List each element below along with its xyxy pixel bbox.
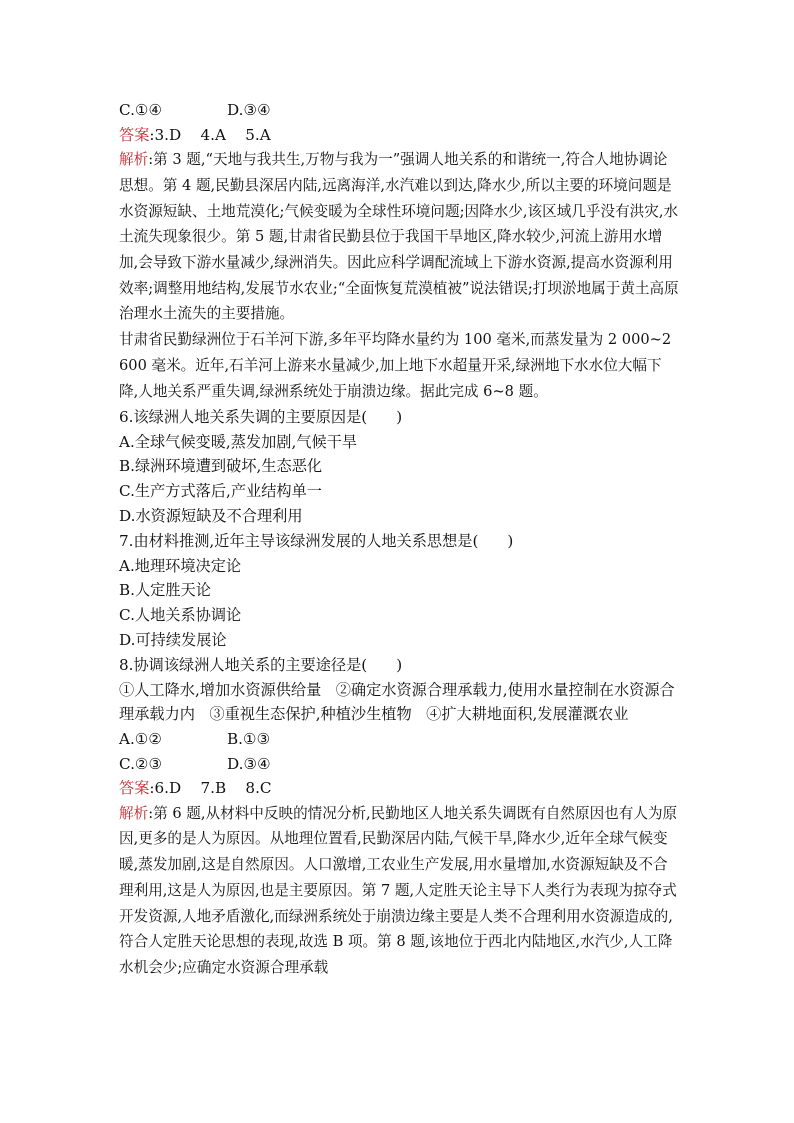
question-7 xyxy=(119,529,679,652)
material-paragraph: 甘肃省民勤绿洲位于石羊河下游,多年平均降水量约为 100 毫米,而蒸发量为 2 000~2 600 毫米。近年,石羊河上游来水量减少,加上地下水超量开采,绿洲地下水水位大幅下降,人地关系严重失调,绿洲系统处于崩溃边缘。据此完成 6~8 题。 xyxy=(119,331,672,400)
option-b: B.①③ xyxy=(227,729,271,748)
explanation-6-8 xyxy=(119,801,679,981)
option-b: B.绿洲环境遭到破坏,生态恶化 xyxy=(119,457,323,476)
options-row-cd xyxy=(119,752,679,777)
explanation-label: 解析 xyxy=(119,151,149,169)
answer-line-3-5 xyxy=(119,123,679,148)
option-a: A.①② xyxy=(119,729,163,748)
option-c: C.②③ xyxy=(119,754,163,773)
answer-text: :6.D 7.B 8.C xyxy=(149,779,272,798)
question-stem: 6.该绿洲人地关系失调的主要原因是( ) xyxy=(119,408,403,427)
option-c: C.生产方式落后,产业结构单一 xyxy=(119,482,322,500)
question-6 xyxy=(119,405,679,528)
answer-label: 答案 xyxy=(119,125,150,144)
answer-line-6-8 xyxy=(119,776,679,801)
option-c: C.①④ xyxy=(119,101,163,119)
question-stem: 7.由材料推测,近年主导该绿洲发展的人地关系思想是( ) xyxy=(119,532,514,551)
explanation-text: :第 3 题,“天地与我共生,万物与我为一”强调人地关系的和谐统一,符合人地协调论思想。第 4 题,民勤县深居内陆,远离海洋,水汽难以到达,降水少,所以主要的环境问题是水资源短缺、土地荒漠化;气候变暖为全球性环境问题;因降水少,该区域几乎没有洪灾,水土流失现象很少。第 5 题,甘肃省民勤县位于我国干旱地区,降水较少,河流上游用水增加,会导致下游水量减少,绿洲消失。因此应科学调配流域上下游水资源,提高水资源利用效率;调整用地结构,发展节水农业;“全面恢复荒漠植被”说法错误;打坝淤地属于黄土高原治理水土流失的主要措施。 xyxy=(119,151,679,323)
options-row-cd xyxy=(119,98,679,123)
explanation-text: :第 6 题,从材料中反映的情况分析,民勤地区人地关系失调既有自然原因也有人为原因,更多的是人为原因。从地理位置看,民勤深居内陆,气候干旱,降水少,近年全球气候变暖,蒸发加剧,这是自然原因。人口激增,工农业生产发展,用水量增加,水资源短缺及不合理利用,这是人为原因,也是主要原因。第 7 题,人定胜天论主导下人类行为表现为掠夺式开发资源,人地矛盾激化,而绿洲系统处于崩溃边缘主要是人类不合理利用水资源造成的,符合人定胜天论思想的表现,故选 B 项。第 8 题,该地位于西北内陆地区,水汽少,人工降水机会少;应确定水资源合理承载 xyxy=(119,804,678,976)
question-stem: 8.协调该绿洲人地关系的主要途径是( ) xyxy=(119,656,403,675)
answer-label: 答案 xyxy=(119,779,150,798)
option-d: D.③④ xyxy=(227,101,271,119)
option-a: A.全球气候变暖,蒸发加剧,气候干旱 xyxy=(119,432,358,451)
option-c: C.人地关系协调论 xyxy=(119,605,242,624)
option-d: D.可持续发展论 xyxy=(119,630,227,649)
option-b: B.人定胜天论 xyxy=(119,581,211,600)
options-row-ab xyxy=(119,727,679,752)
explanation-3-5 xyxy=(119,147,679,327)
document-page xyxy=(119,98,679,981)
question-statements: ①人工降水,增加水资源供给量 ②确定水资源合理承载力,使用水量控制在水资源合理承载力内 ③重视生态保护,种植沙生植物 ④扩大耕地面积,发展灌溉农业 xyxy=(119,680,675,724)
question-8 xyxy=(119,653,679,776)
answer-text: :3.D 4.A 5.A xyxy=(149,125,271,144)
option-d: D.③④ xyxy=(227,754,271,773)
option-d: D.水资源短缺及不合理利用 xyxy=(119,506,303,525)
option-a: A.地理环境决定论 xyxy=(119,556,242,575)
explanation-label: 解析 xyxy=(119,804,149,822)
